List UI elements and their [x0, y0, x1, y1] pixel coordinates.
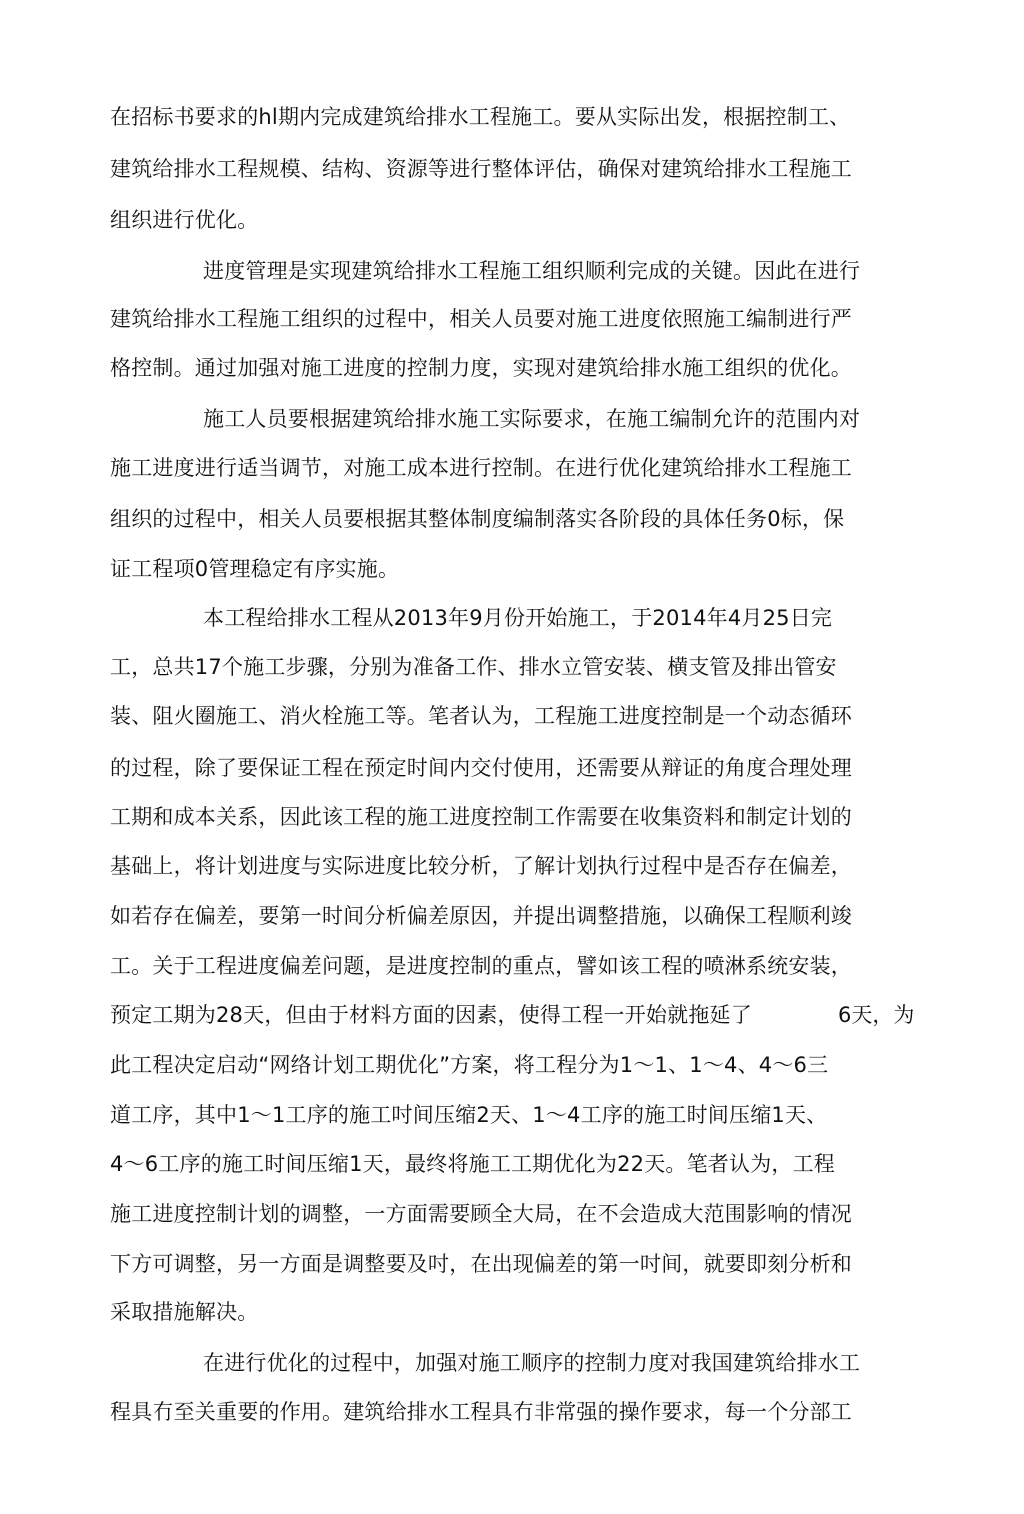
text-line-14: 的过程，除了要保证工程在预定时间内交付使用，还需要从辩证的角度合理处理: [110, 756, 852, 780]
text-line-7: 施工人员要根据建筑给排水施工实际要求，在施工编制允许的范围内对: [203, 407, 861, 431]
text-line-18: 工。关于工程进度偏差问题，是进度控制的重点，譬如该工程的喷淋系统安装，: [110, 954, 852, 978]
text-line-10: 证工程项0管理稳定有序实施。: [110, 557, 400, 581]
text-line-24: 下方可调整，另一方面是调整要及吋，在出现偏差的第一吋间，就要即刻分析和: [110, 1252, 852, 1276]
text-line-5: 建筑给排水工程施工组织的过程中，相关人员要对施工进度依照施工编制进行严: [110, 307, 852, 331]
text-line-1: 在招标书要求的hl期内完成建筑给排水工程施工。要从实际出发，根据控制工、: [110, 105, 851, 129]
text-line-21: 道工序，其中1～1工序的施工吋间压缩2天、1～4工序的施工时间压缩1天、: [110, 1103, 828, 1127]
text-line-13: 装、阻火圈施工、消火栓施工等。笔者认为，工程施工进度控制是一个动态循环: [110, 704, 852, 728]
text-line-3: 组织进行优化。: [110, 208, 259, 232]
text-line-27: 程具冇至关重要的作用。建筑给排水工程具冇非常强的操作要求，每一个分部工: [110, 1400, 852, 1424]
text-line-15: 工期和成本关系，因此该工程的施工进度控制工作需要在收集资料和制定计划的: [110, 805, 852, 829]
text-line-19: 预定工期为28天，但由于材料方面的因素，使得工程一开始就拖延了: [110, 1003, 752, 1027]
text-line-17: 如若存在偏差，要第一时间分析偏差原因，并提出调整措施，以确保工程顺利竣: [110, 904, 852, 928]
text-line-22: 4～6工序的施工时间压缩1天，最终将施工工期优化为22天。笔者认为，工程: [110, 1152, 836, 1176]
text-line-2: 建筑给排水工程规模、结构、资源等进行整体评估，确保对建筑给排水工程施工: [110, 157, 852, 181]
text-line-8: 施工进度进行适当调节，对施工成本进行控制。在进行优化建筑给排水工程施工: [110, 456, 852, 480]
text-line-6: 格控制。通过加强对施工进度的控制力度，实现对建筑给排水施工组织的优化。: [110, 356, 852, 380]
text-line-25: 采取措施解决。: [110, 1300, 259, 1324]
text-line-11: 本工程给排水工程从2013年9月份开始施工，于2014年4月25日完: [203, 606, 833, 630]
text-line-12: 工，总共17个施工步骤，分别为准备工作、排水立管安装、横支管及排出管安: [110, 655, 837, 679]
text-line-23: 施工进度控制计划的调整，一方面需要顾全大局，在不会造成大范围影响的情况: [110, 1202, 852, 1226]
text-line-20: 此工程决定启动“网络计划工期优化”方案，将工程分为1～1、1～4、4～6三: [110, 1053, 829, 1077]
text-line-9: 组织的过程中，相关人员要根据其整体制度编制落实各阶段的具体任务0标，保: [110, 507, 845, 531]
text-line-4: 进度管理是实现建筑给排水工程施工组织顺利完成的关键。因此在进行: [203, 259, 861, 283]
text-line-26: 在进行优化的过程中，加强对施工顺序的控制力度对我国建筑给排水工: [203, 1351, 861, 1375]
text-line-19-tail: 6天，为: [838, 1003, 915, 1027]
text-line-16: 基础上，将计划进度与实际进度比较分析，了解计划执行过程中是否存在偏差，: [110, 854, 852, 878]
